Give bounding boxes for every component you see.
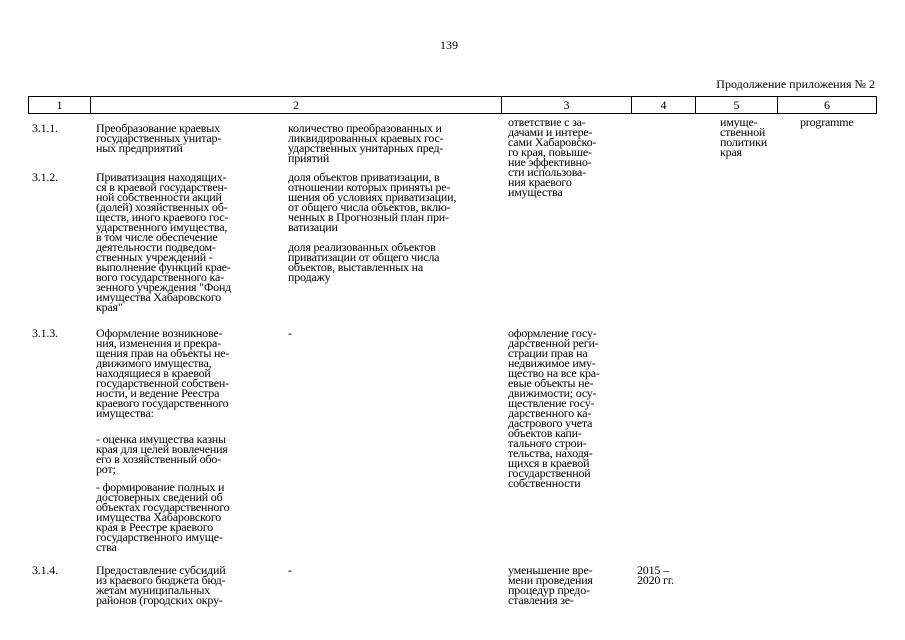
header-col-2: 2 [91, 97, 502, 114]
row-number: 3.1.2. [32, 170, 58, 184]
col6-continuation: programme [800, 115, 854, 129]
row-sub-item: - оценка имущества казны края для целей вовлечения его в хозяйственный обо- рот; [96, 432, 228, 476]
row-number: 3.1.4. [32, 563, 58, 577]
row-result: уменьшение вре- мени проведения процедур предо- ставления зе- [508, 563, 593, 607]
page-number: 139 [440, 38, 458, 52]
header-col-3: 3 [502, 97, 632, 114]
row-indicator: - [288, 326, 292, 340]
header-col-4: 4 [632, 97, 696, 114]
continuation-label: Продолжение приложения № 2 [716, 77, 875, 91]
table-header [28, 96, 877, 114]
row-name: Оформление возникнове- ния, изменения и прекра- щения прав на объекты не- движимого имущества, находящиеся в краевой государственной собствен- ности, и ведение Реестра краевого государственного имущества: [96, 326, 230, 420]
row-indicator: - [288, 563, 292, 577]
header-col-5: 5 [696, 97, 778, 114]
header-col-1: 1 [29, 97, 91, 114]
row-number: 3.1.1. [32, 121, 58, 135]
row-indicator: количество преобразованных и ликвидированных краевых гос- ударственных унитарных пред- приятий [288, 121, 444, 165]
row-name: Приватизация находящих- ся в краевой государствен- ной собственности акций (долей) хозяйственных об- ществ, иного краевого гос- ударственного имущества, в том числе обеспечение деятельности подведом- ственных учреждений - выполнение функций крае- вого государственного ка- зенного учреждения "Фонд имущества Хабаровского края" [96, 170, 232, 314]
col5-continuation: имуще- ственной политики края [720, 115, 767, 159]
row-sub-item: - формирование полных и достоверных сведений об объектах государственного имущества Хабаровского края в Реестре краевого государственного имуще- ства [96, 480, 230, 554]
row-period: 2015 – 2020 гг. [637, 563, 674, 587]
row-name: Предоставление субсидий из краевого бюджета бюд- жетам муниципальных районов (городских окру- [96, 563, 226, 607]
header-col-6: 6 [778, 97, 877, 114]
row-indicator: доля реализованных объектов приватизации от общего числа объектов, выставленных на продажу [288, 240, 440, 284]
row-indicator: доля объектов приватизации, в отношении которых приняты ре- шения об условиях приватизации, от общего числа объектов, вклю- ченных в Прогнозный план при- ватизации [288, 170, 457, 234]
col3-continuation: ответствие с за- дачами и интере- сами Хабаровско- го края, повыше- ние эффективно- сти использова- ния краевого имущества [508, 115, 597, 199]
row-result: оформление госу- дарственной реги- страции прав на недвижимое иму- щество на все кра- евые объекты не- движимости; осу- ществление госу- дарственного ка- дастрового учета объектов капи- тального строи- тельства, находя- щихся в краевой государственной собственности [508, 326, 600, 490]
row-name: Преобразование краевых государственных унитар- ных предприятий [96, 121, 222, 155]
row-number: 3.1.3. [32, 326, 58, 340]
